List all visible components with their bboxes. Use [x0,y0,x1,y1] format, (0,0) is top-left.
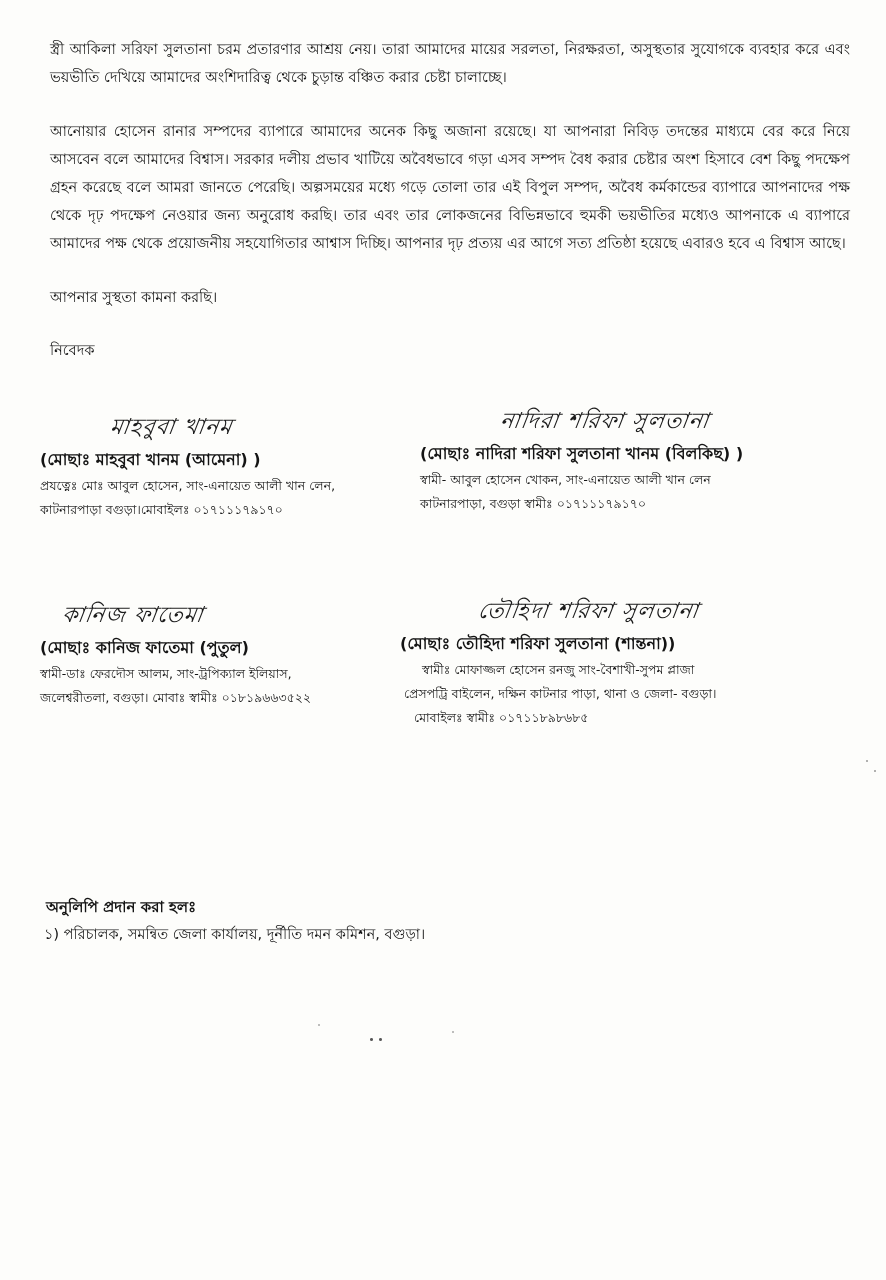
letter-paragraph: আনোয়ার হোসেন রানার সম্পদের ব্যাপারে আমাদের অনেক কিছু অজানা রয়েছে। যা আপনারা নিবিড় তদন্তের মাধ্যমে বের করে নিয়ে আসবেন বলে আমাদের বিশ্বাস। সরকার দলীয় প্রভাব খাটিয়ে অবৈধভাবে গড়া এসব সম্পদ বৈধ করার চেষ্টার অংশ হিসাবে বেশ কিছু পদক্ষেপ গ্রহন করেছে বলে আমরা জানতে পেরেছি। অল্পসময়ের মধ্যে গড়ে তোলা তার এই বিপুল সম্পদ, অবৈধ কর্মকান্ডের ব্যাপারে আপনাদের পক্ষ থেকে দৃঢ় পদক্ষেপ নেওয়ার জন্য অনুরোধ করছি। তার এবং তার লোকজনের বিভিন্নভাবে হুমকী ভয়ভীতির মধ্যেও আপনাকে এ ব্যাপারে আমাদের পক্ষ থেকে প্রয়োজনীয় সহযোগিতার আশ্বাস দিচ্ছি। আপনার দৃঢ় প্রত্যয় এর আগে সত্য প্রতিষ্ঠা হয়েছে এবারও হবে এ বিশ্বাস আছে। [50,124,850,252]
letter-paragraph: স্ত্রী আকিলা সরিফা সুলতানা চরম প্রতারণার আশ্রয় নেয়। তারা আমাদের মায়ের সরলতা, নিরক্ষরতা, অসুস্থতার সুযোগকে ব্যবহার করে এবং ভয়ভীতি দেখিয়ে আমাদের অংশিদারিত্ব থেকে চুড়ান্ত বঞ্চিত করার চেষ্টা চালাচ্ছে। [50,42,850,86]
scan-speck [318,1024,320,1026]
copy-to-heading: অনুলিপি প্রদান করা হলঃ [46,898,197,916]
signatory-contact: মোবাইলঃ স্বামীঃ ০১৭১১৮৯৮৬৮৫ [414,710,589,725]
signatory-contact: কাটনারপাড়া বগুড়া।মোবাইলঃ ০১৭১১১৭৯১৭০ [40,502,283,517]
signatory-name: (মোছাঃ কানিজ ফাতেমা (পুতুল) [40,638,249,657]
signatory-address: স্বামী-ডাঃ ফেরদৌস আলম, সাং-ট্রপিক্যাল ইলিয়াস, [40,666,292,681]
signatory-name: (মোছাঃ নাদিরা শরিফা সুলতানা খানম (বিলকিছ) ) [420,444,744,463]
signatory-block [400,594,717,730]
signatory-block [420,404,743,516]
scan-speck [866,760,868,762]
signatory-name: (মোছাঃ মাহবুবা খানম (আমেনা) ) [40,450,261,469]
signatory-block [40,598,311,710]
signatory-address: প্রযত্নেঃ মোঃ আবুল হোসেন, সাং-এনায়েত আলী খান লেন, [40,478,336,493]
letter-paragraph: আপনার সুস্থতা কামনা করছি। [50,290,218,306]
handwritten-signature: মাহবুবা খানম [108,415,235,440]
signatory-contact: কাটনারপাড়া, বগুড়া স্বামীঃ ০১৭১১১৭৯১৭০ [420,496,647,511]
scan-speck [452,1031,454,1033]
scan-speck [370,1038,373,1041]
scan-speck [379,1038,382,1041]
copy-to-item: ১) পরিচালক, সমন্বিত জেলা কার্যালয়, দূর্নীতি দমন কমিশন, বগুড়া। [44,927,426,943]
signatory-name: (মোছাঃ তৌহিদা শরিফা সুলতানা (শান্তনা)) [400,634,676,653]
signatory-block [40,410,335,522]
handwritten-signature: নাদিরা শরিফা সুলতানা [498,409,711,434]
handwritten-signature: কানিজ ফাতেমা [60,603,206,628]
signatory-contact: জলেশ্বরীতলা, বগুড়া। মোবাঃ স্বামীঃ ০১৮১৯৬৬৩৫২২ [40,690,311,705]
signatory-address: প্রেসপট্রি বাইলেন, দক্ষিন কাটনার পাড়া, থানা ও জেলা- বগুড়া। [404,686,717,701]
handwritten-signature: তৌহিদা শরিফা সুলতানা [476,599,701,624]
signatory-address: স্বামী- আবুল হোসেন খোকন, সাং-এনায়েত আলী খান লেন [420,472,711,487]
closing-word: নিবেদক [50,343,95,359]
signatory-address: স্বামীঃ মোফাজ্জল হোসেন রনজু সাং-বৈশাখী-সুপম প্লাজা [422,662,695,677]
scan-speck [874,770,876,772]
